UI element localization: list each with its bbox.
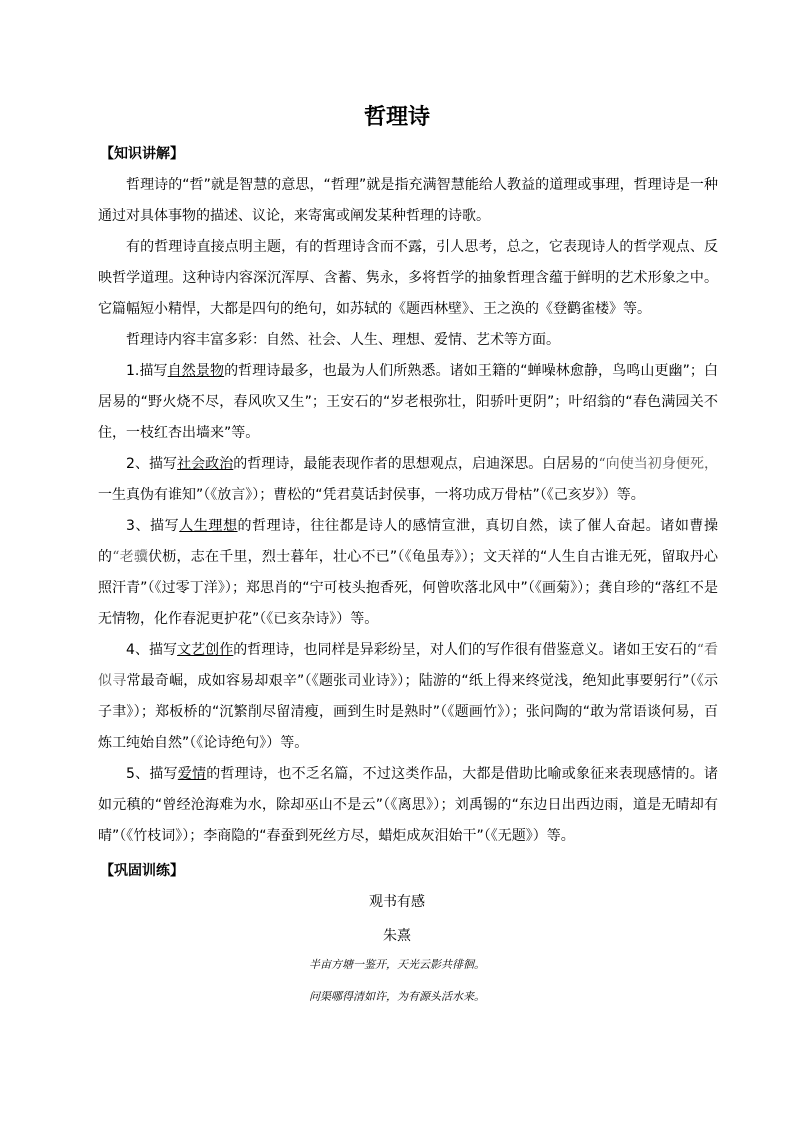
knowledge-content	[98, 170, 718, 852]
paragraph-life	[98, 511, 718, 635]
page-title: 哲理诗	[363, 104, 430, 130]
text: 伏枥，志在千里，烈士暮年，壮心不已”（《龟虽寿》）；文天祥的“人生自古谁无死，留取丹心照汗青”（《过零丁洋》）；郑思肖的“宁可枝头抱香死，何曾吹落北风中”（《画菊》）；龚自珍的“落红不是无情物，化作春泥更护花”（《已亥杂诗》）等。	[98, 549, 718, 627]
text: 的哲理诗，也不乏名篇，不过这类作品，大都是借助比喻或象征来表现感情的。诸如元稹的“曾经沧海难为水，除却巫山不是云”（《离思》）；刘禹锡的“东边日出西边雨，道是无晴却有晴”（《竹枝词》）；李商隐的“春蚕到死丝方尽，蜡炬成灰泪始干”（《无题》）等。	[98, 766, 718, 844]
poem-title: 观书有感	[369, 894, 425, 910]
text: 常最奇崛，成如容易却艰辛”（《题张司业诗》）；陆游的“纸上得来终觉浅，绝知此事要躬行”（《示子聿》）；郑板桥的“沉繁削尽留清瘦，画到生时是熟时”（《题画竹》）；张问陶的“敢为常语谈何易，百炼工纯始自然”（《论诗绝句》）等。	[98, 673, 718, 751]
text: 3、描写	[126, 518, 180, 534]
text: 2、描写	[126, 456, 178, 472]
poem-block	[0, 892, 794, 1020]
quote-text: “向使当初身便死，	[598, 456, 718, 472]
poem-author: 朱熹	[383, 928, 411, 944]
paragraph-nature	[98, 356, 718, 449]
paragraph-definition: 哲理诗的“哲”就是智慧的意思，“哲理”就是指充满智慧能给人教益的道理或事理，哲理诗是一种通过对具体事物的描述、议论，来寄寓或阐发某种哲理的诗歌。	[98, 177, 718, 224]
quote-text: “老骥	[112, 549, 149, 565]
text: 一生真伪有谁知”（《放言》）；曹松的“凭君莫话封侯事，一将功成万骨枯”（《己亥岁》）等。	[98, 487, 645, 503]
underlined-term: 自然景物	[167, 363, 225, 379]
section-heading-knowledge: 【知识讲解】	[100, 146, 184, 162]
paragraph-love	[98, 759, 718, 852]
underlined-term: 人生理想	[179, 518, 238, 534]
quote-text: “看似寻	[98, 642, 718, 689]
poem-line-2: 问渠哪得清如许，为有源头活水来。	[309, 990, 485, 1003]
underlined-term: 社会政治	[177, 456, 234, 472]
paragraph-art	[98, 635, 718, 759]
text: 1.描写	[126, 363, 168, 379]
poem-line-1: 半亩方塘一鉴开，天光云影共徘徊。	[309, 958, 485, 971]
text: 的哲理诗，最能表现作者的思想观点，启迪深思。白居易的	[233, 456, 599, 472]
text: 5、描写	[126, 766, 178, 782]
text: 4、描写	[126, 642, 178, 658]
section-heading-practice: 【巩固训练】	[100, 863, 184, 879]
paragraph-scope: 哲理诗内容丰富多彩：自然、社会、人生、理想、爱情、艺术等方面。	[126, 332, 560, 348]
underlined-term: 爱情	[177, 766, 207, 782]
text: 的哲理诗，也同样是异彩纷呈，对人们的写作很有借鉴意义。诸如王安石的	[233, 642, 697, 658]
paragraph-society	[98, 449, 718, 511]
text: 的哲理诗，往往都是诗人的感情宣泄，真切自然，读了催人奋起。诸如曹操的	[98, 518, 718, 565]
text: 的哲理诗最多，也最为人们所熟悉。诸如王籍的“蝉噪林愈静，鸟鸣山更幽”；白居易的“野火烧不尽，春风吹又生”；王安石的“岁老根弥壮，阳骄叶更阴”；叶绍翁的“春色满园关不住，一枝红杏出墙来”等。	[98, 363, 719, 441]
paragraph-characteristics: 有的哲理诗直接点明主题，有的哲理诗含而不露，引人思考，总之，它表现诗人的哲学观点、反映哲学道理。这种诗内容深沉浑厚、含蓄、隽永，多将哲学的抽象哲理含蕴于鲜明的艺术形象之中。它篇幅短小精悍，大都是四句的绝句，如苏轼的《题西林壁》、王之涣的《登鹳雀楼》等。	[98, 239, 718, 317]
underlined-term: 文艺创作	[177, 642, 234, 658]
